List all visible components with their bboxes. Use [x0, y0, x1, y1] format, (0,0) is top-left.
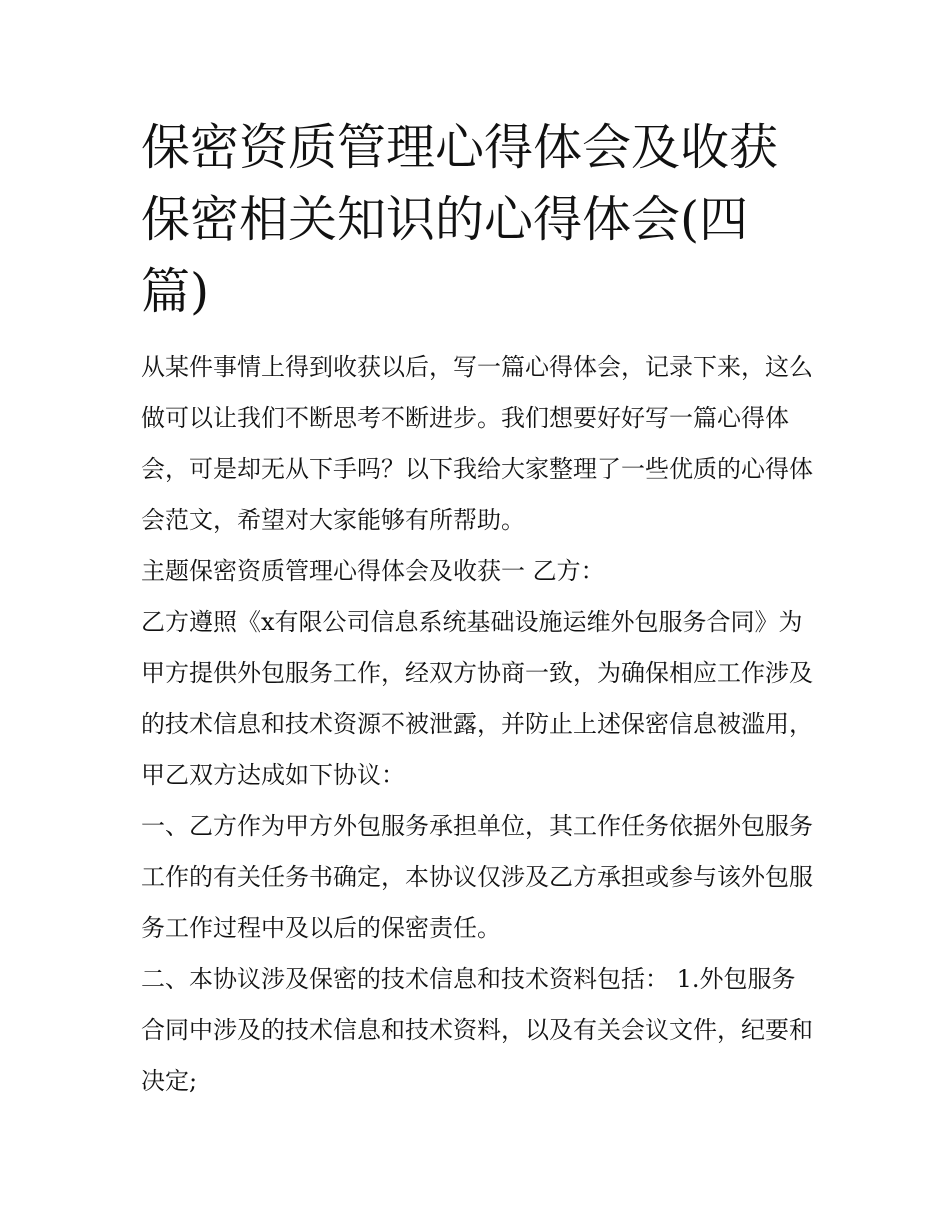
paragraph-intro: 从某件事情上得到收获以后，写一篇心得体会，记录下来，这么做可以让我们不断思考不断进步。我们想要好好写一篇心得体会，可是却无从下手吗？以下我给大家整理了一些优质的心得体会范文，希望对大家能够有所帮助。 [141, 353, 813, 534]
paragraph-agreement: 乙方遵照《x有限公司信息系统基础设施运维外包服务合同》为甲方提供外包服务工作，经双方协商一致，为确保相应工作涉及的技术信息和技术资源不被泄露，并防止上述保密信息被滥用，甲乙双方达成如下协议： [141, 608, 813, 789]
paragraph-clause-1: 一、乙方作为甲方外包服务承担单位，其工作任务依据外包服务工作的有关任务书确定，本协议仅涉及乙方承担或参与该外包服务工作过程中及以后的保密责任。 [141, 812, 813, 942]
document-title: 保密资质管理心得体会及收获 保密相关知识的心得体会(四篇) [141, 119, 779, 320]
paragraph-topic-heading: 主题保密资质管理心得体会及收获一 乙方： [141, 557, 605, 585]
document-body [141, 112, 813, 1107]
paragraph-clause-2: 二、本协议涉及保密的技术信息和技术资料包括： 1.外包服务合同中涉及的技术信息和技术资料，以及有关会议文件，纪要和决定; [141, 965, 813, 1095]
